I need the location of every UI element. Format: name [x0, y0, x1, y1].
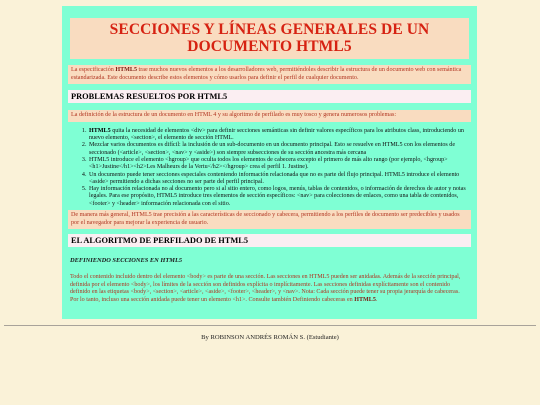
page-title: SECCIONES Y LÍNEAS GENERALES DE UN DOCUMENTO HTML5 [109, 21, 430, 55]
sections-paragraph [70, 274, 469, 304]
page-footer: By ROBINSON ANDRÉS ROMÁN S. (Estudiante) [201, 334, 339, 341]
list-item [88, 128, 467, 143]
sections-html5-emphasis: HTML5 [354, 297, 376, 304]
list-item-text: quita la necesidad de elementos <div> para definir secciones semánticas sin definir valores específicos para los atributos class, introduciendo un nuevo elemento, <section>, el elemento de sección HTML. [89, 127, 464, 142]
general-paragraph: De manera más general, HTML5 trae precisión a las características de seccionado y cabecera, permitiendo a los perfiles de documento ser predecibles y usados por el navegador para mejorar la experiencia de usuario. [68, 210, 471, 229]
intro-paragraph [68, 65, 471, 84]
list-item-text: Mezclar varios documentos es difícil: la inclusión de un sub-documento en un documento principal. Esto se resuelve en HTML5 con los elementos de seccionado (<article>, <section>, <nav> y <aside>) son siempre subsecciones de su sección ancestra más cercana [89, 142, 456, 156]
sections-text: Todo el contenido incluido dentro del elemento <body> es parte de una sección. Las secciones en HTML5 pueden ser anidadas. Además de la sección principal, definida por el elemento <body>, los límites de la sección son definidos explícita o implícitamente. Las secciones definidas explícitamente son el contenido definido en las etiquetas <body>, <section>, <article>, <aside>, <footer>, <header>, y <nav>. Nota: Cada sección puede tener su propia jerarquía de cabeceras. Por lo tanto, incluso una sección anidada puede tener un elemento <h1>. Consulte también Definiendo cabeceras en [70, 274, 461, 304]
list-item [88, 157, 467, 172]
intro-text-start: La especificación [71, 67, 116, 73]
section-heading-problems: PROBLEMAS RESUELTOS POR HTML5 [68, 90, 471, 103]
definition-paragraph: La definición de la estructura de un documento en HTML 4 y su algoritmo de perfilado es muy tosco y genera numerosos problemas: [68, 110, 471, 122]
title-banner [70, 18, 469, 59]
sections-text-end: . [375, 297, 378, 304]
problems-list [66, 128, 467, 208]
document-content [62, 6, 477, 319]
footer-divider [4, 325, 536, 326]
section-heading-algorithm: EL ALGORITMO DE PERFILADO DE HTML5 [68, 234, 471, 247]
list-item-emphasis: HTML5 [89, 127, 111, 134]
subheading-defining-sections: DEFINIENDO SECCIONES EN HTML5 [70, 257, 183, 265]
intro-text-end: trae muchos nuevos elementos a los desarrolladores web, permitiéndoles describir la estructura de un documento web con semántica estandarizada. Este documento describe estos elementos y cómo usarlos para definir el perfil de cualquier documento. [71, 67, 462, 81]
list-item [88, 142, 467, 157]
list-item [88, 186, 467, 208]
list-item-text: Un documento puede tener secciones especiales conteniendo información relacionada que no es parte del flujo principal. HTML5 introduce el elemento <aside> permitiendo a dichas secciones no ser parte del perfil principal. [89, 171, 460, 185]
list-item [88, 172, 467, 187]
list-item-text: HTML5 introduce el elemento <hgroup> que oculta todos los elementos de cabecera excepto el primero de más alto rango (por ejemplo, <hgroup><h1>Justine</h1><h2>Les Malheurs de la Vertu</h2></hgroup> crea el perfil 1. Justine). [89, 156, 448, 171]
list-item-text: Hay información relacionada no al documento pero si al sitio entero, como logos, menús, tablas de contenidos, o información de derechos de autor y notas legales. Para ese propósito, HTML5 introduce tres elementos de sección específicos: <nav> para colecciones de enlaces, como una tabla de contenidos, <footer> y <header> información relacionada con el sitio. [89, 186, 466, 207]
intro-html5-emphasis: HTML5 [115, 67, 137, 73]
